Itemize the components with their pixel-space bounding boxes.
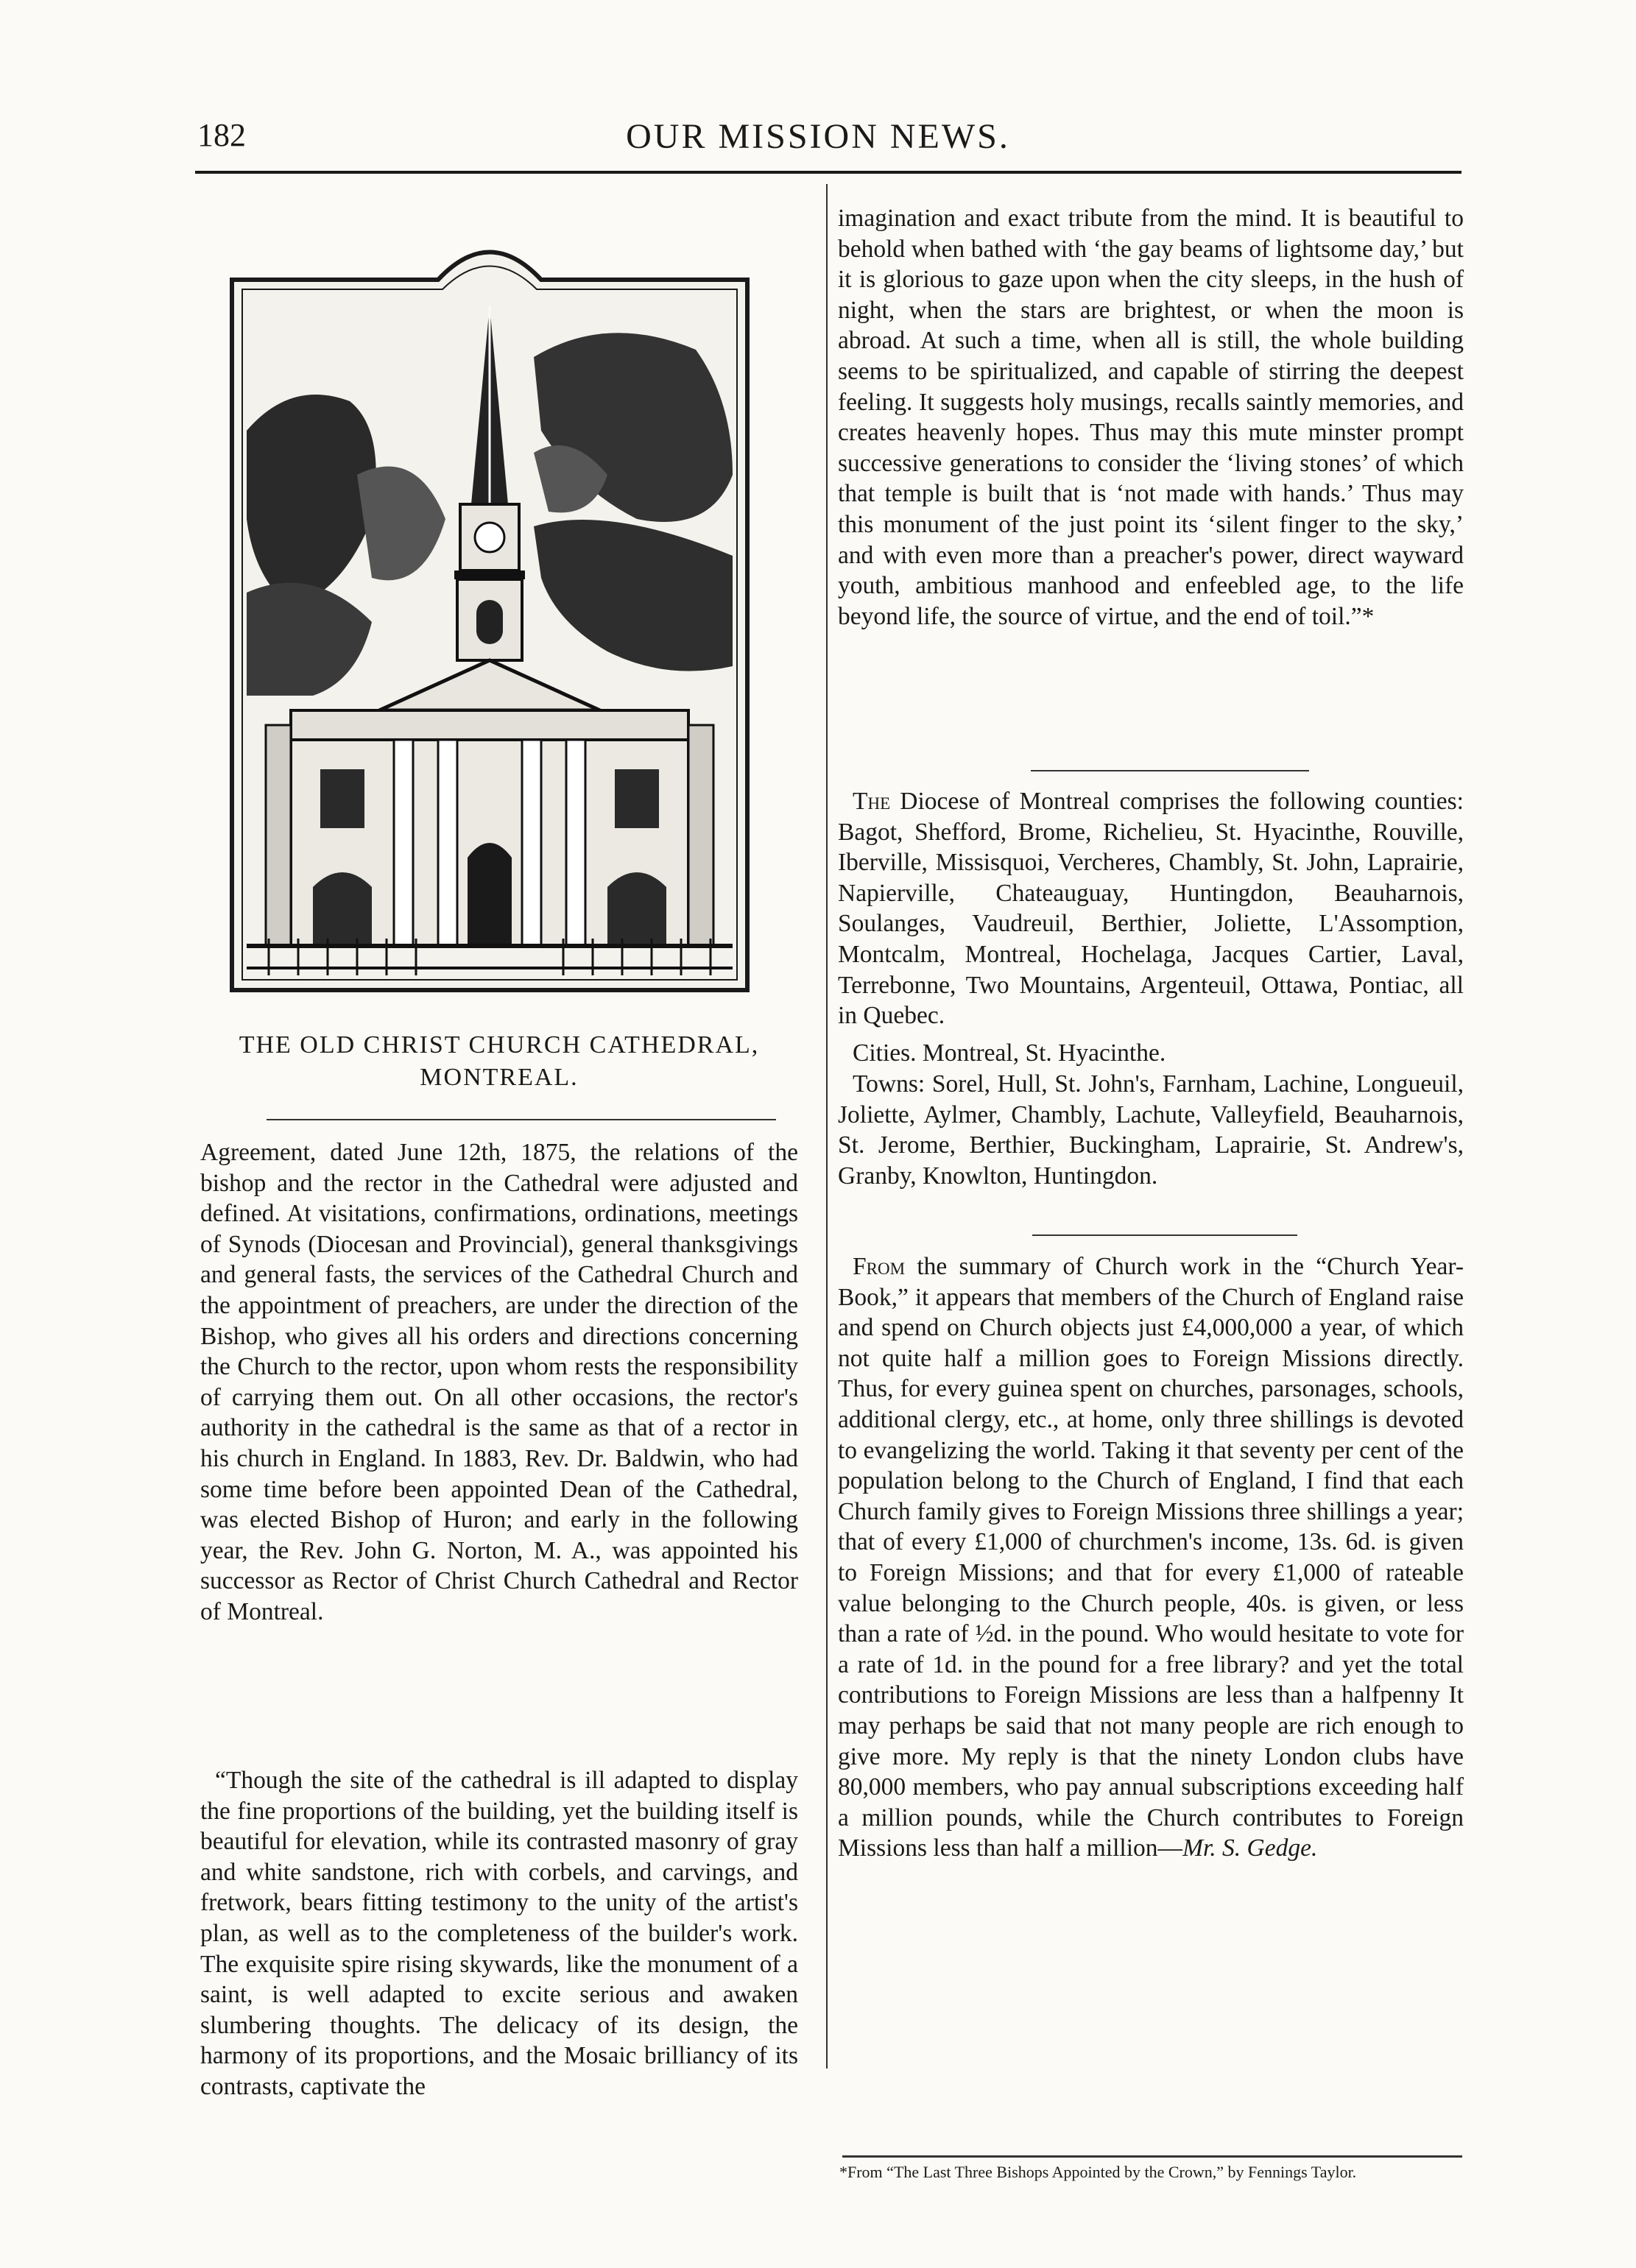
footnote-rule — [842, 2155, 1462, 2158]
diocese-lead-word: The — [853, 788, 891, 815]
cities-text: Cities. Montreal, St. Hyacinthe. — [853, 1039, 1166, 1067]
illustration-caption — [200, 1029, 798, 1094]
cathedral-engraving-icon — [225, 210, 755, 997]
cathedral-quote-paragraph — [200, 1765, 798, 2102]
running-title: OUR MISSION NEWS. — [626, 117, 1010, 156]
caption-line-1: THE OLD CHRIST CHURCH CATHEDRAL, — [239, 1031, 760, 1059]
footnote: *From “The Last Three Bishops Appointed by the Crown,” by Fennings Taylor. — [839, 2163, 1357, 2181]
agreement-paragraph: Agreement, dated June 12th, 1875, the relations of the bishop and the rector in the Cathedral were adjusted and defined. At visitations, confirmations, ordinations, meetings of Synods (Diocesan and Provincial), general thanksgivings and general fasts, the services of the Cathedral Church and the appointment of preachers, are under the direction of the Bishop, who gives all his orders and directions concerning the Church to the rector, upon whom rests the responsibility of carrying them out. On all other occasions, the rector's authority in the cathedral is the same as that of a rector in his church in England. In 1883, Rev. Dr. Baldwin, who had some time before been appointed Dean of the Cathedral, was elected Bishop of Huron; and early in the following year, the Rev. John G. Norton, M. A., was appointed his successor as Rector of Christ Church Cathedral and Rector of Montreal. — [200, 1139, 798, 1625]
column-divider — [826, 184, 828, 2069]
page-number: 182 — [197, 117, 246, 153]
section-rule — [1031, 770, 1309, 771]
summary-attribution: Mr. S. Gedge. — [1182, 1834, 1318, 1862]
summary-paragraph — [838, 1251, 1464, 1864]
diocese-paragraph — [838, 786, 1464, 1031]
towns-paragraph — [838, 1069, 1464, 1191]
header-rule — [195, 171, 1462, 174]
caption-line-2: MONTREAL. — [420, 1064, 579, 1091]
section-rule — [1032, 1234, 1297, 1236]
cities-paragraph — [838, 1038, 1464, 1069]
cathedral-quote-text: “Though the site of the cathedral is ill adapted to display the fine proportions of the building, yet the building itself is beautiful for elevation, while its contrasted masonry of gray and white sandstone, rich with corbels, and carvings, and fretwork, bears fitting testimony to the unity of the artist's plan, as well as to the completeness of the builder's work. The exquisite spire rising skywards, like the monument of a saint, is well adapted to excite serious and awaken slumbering thoughts. The delicacy of its design, the harmony of its proportions, and the Mosaic brilliancy of its contrasts, captivate the — [200, 1767, 798, 2100]
diocese-text: Diocese of Montreal comprises the following counties: Bagot, Shefford, Brome, Richelieu, St. Hyacinthe, Rouville, Iberville, Missisquoi, Vercheres, Chambly, St. John, Laprairie, Napierville, Chateauguay, Huntingdon, Beauharnois, Soulanges, Vaudreuil, Berthier, Joliette, L'Assomption, Montcalm, Montreal, Hochelaga, Jacques Cartier, Laval, Terrebonne, Two Mountains, Argenteuil, Ottawa, Pontiac, all in Quebec. — [838, 788, 1464, 1030]
summary-text: the summary of Church work in the “Church Year-Book,” it appears that members of the Church of England raise and spend on Church objects just £4,000,000 a year, of which not quite half a million goes to Foreign Missions directly. Thus, for every guinea spent on churches, parsonages, schools, additional clergy, etc., at home, only three shillings is devoted to evangelizing the world. Taking it that seventy per cent of the population belong to the Church of England, I find that each Church family gives to Foreign Missions three shillings a year; that of every £1,000 of churchmen's income, 13s. 6d. is given to Foreign Missions; and that for every £1,000 of rateable value belonging to the Church people, 40s. is given, or less than a rate of ½d. in the pound. Who would hesitate to vote for a rate of 1d. in the pound for a free library? and yet the total contributions to Foreign Missions are less than a halfpenny It may perhaps be said that not many people are rich enough to give more. My reply is that the ninety London clubs have 80,000 members, who pay annual subscriptions exceeding half a million pounds, while the Church contributes to Foreign Missions less than half a million— — [838, 1253, 1464, 1862]
cathedral-quote-continued: imagination and exact tribute from the mind. It is beautiful to behold when bathed with ‘the gay beams of lightsome day,’ but it is glorious to gaze upon when the city sleeps, in the hush of night, when the stars are brightest, or when the moon is abroad. At such a time, when all is still, the whole building seems to be spiritualized, and capable of stirring the deepest feeling. It suggests holy musings, recalls saintly memories, and creates heavenly hopes. Thus may this mute minster prompt successive generations to consider the ‘living stones’ of which that temple is built that is ‘not made with hands.’ Thus may this monument of the just point its ‘silent finger to the sky,’ and with even more than a preacher's power, direct wayward youth, ambitious manhood and enfeebled age, to the life beyond life, the source of virtue, and the end of toil.”* — [838, 205, 1464, 630]
summary-lead-word: From — [853, 1253, 906, 1280]
section-rule — [267, 1119, 776, 1120]
towns-text: Towns: Sorel, Hull, St. John's, Farnham, Lachine, Longueuil, Joliette, Aylmer, Chambly, Lachute, Valleyfield, Beauharnois, St. Jerome, Berthier, Buckingham, Laprairie, St. Andrew's, Granby, Knowlton, Huntingdon. — [838, 1070, 1464, 1190]
